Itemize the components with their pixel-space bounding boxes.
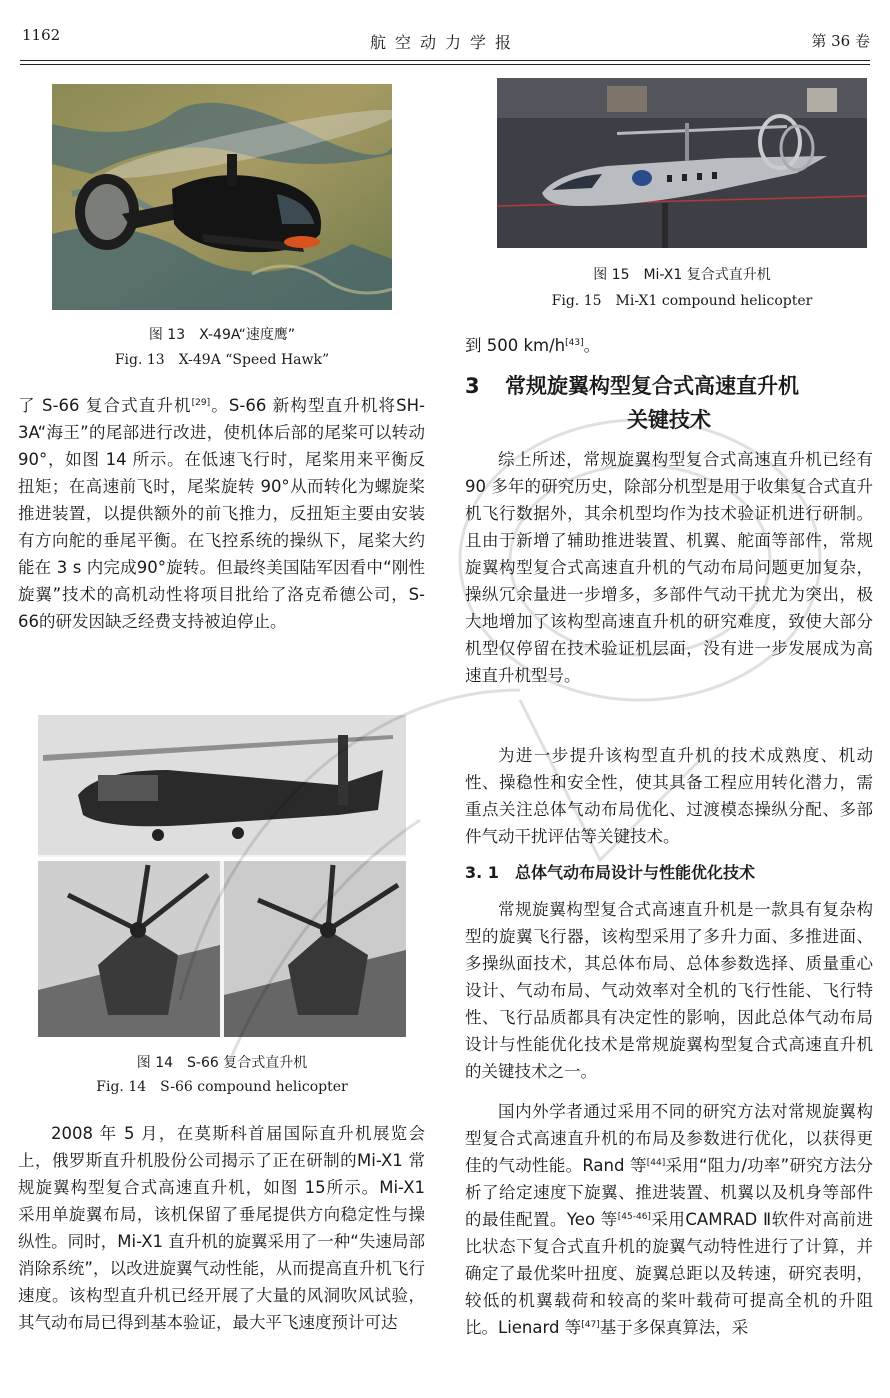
- citation-ref: [43]: [565, 338, 584, 348]
- text-run: 基于多保真算法，采: [599, 1318, 749, 1337]
- right-paragraph-1: 综上所述，常规旋翼构型复合式高速直升机已经有 90 多年的研究历史，除部分机型是用于收集复合式直升机飞行数据外，其余机型均作为技术验证机进行研制。且由于新增了辅助推进装置、机翼、舵面等部件，常规旋翼构型复合式高速直升机的气动布局问题更加复杂，操纵冗余量进一步增多，多部件气动干扰尤为突出，极大地增加了该构型高速直升机的研究难度，致使大部分机型仅停留在技术验证机层面，没有进一步发展成为高速直升机型号。: [465, 450, 873, 685]
- x49a-photo: [52, 84, 392, 310]
- figure-13-caption-cn: 图 13 X-49A“速度鹰”: [148, 327, 296, 343]
- right-continuation: [465, 332, 873, 360]
- figure-15-caption-en: Fig. 15 Mi-X1 compound helicopter: [551, 293, 813, 309]
- citation-ref: [45-46]: [617, 1212, 651, 1222]
- page-number: 1162: [22, 26, 61, 44]
- section-title-line-2: 关键技术: [627, 408, 711, 432]
- page-header: [0, 0, 890, 60]
- text-run: 采用CAMRAD Ⅱ软件对高前进比状态下复合式直升机的旋翼气动特性进行了计算，并确定了最优桨叶扭度、旋翼总距以及转速，研究表明，较低的机翼载荷和较高的桨叶载荷可提高全机的升阻比。Lienard 等: [465, 1210, 873, 1337]
- header-rule-bottom: [20, 64, 870, 65]
- header-rule-top: [20, 60, 870, 61]
- figure-14-caption-en: Fig. 14 S-66 compound helicopter: [96, 1079, 348, 1095]
- citation-ref: [29]: [191, 398, 211, 408]
- subsection-number: 3. 1: [465, 863, 499, 882]
- text-run: 。: [583, 336, 601, 355]
- left-paragraph-2: 2008 年 5 月，在莫斯科首届国际直升机展览会上，俄罗斯直升机股份公司揭示了正在研制的Mi-X1 常规旋翼构型复合式高速直升机，如图 15所示。Mi-X1 采用单旋翼布局，该机保留了垂尾提供方向稳定性与操纵性。同时，Mi-X1 直升机的旋翼采用了一种“失速局部消除系统”，以改进旋翼气动性能，从而提高直升机飞行速度。该构型直升机已经开展了大量的风洞吹风试验，其气动布局已得到基本验证，最大平飞速度预计可达: [18, 1124, 425, 1332]
- text-run: 国内外学者通过采用不同的研究方法对常规旋翼构型复合式高速直升机的布局及参数进行优化，以获得更佳的气动性能。Rand 等: [465, 1102, 873, 1175]
- text-run: 采用“阻力/功率”研究方法分析了给定速度下旋翼、推进装置、机翼以及机身等部件的最佳配置。Yeo 等: [465, 1156, 874, 1229]
- figure-13-caption-en: Fig. 13 X-49A “Speed Hawk”: [114, 352, 330, 368]
- journal-title: 航空动力学报: [369, 33, 520, 52]
- figure-14-image: [38, 715, 406, 1037]
- text-run: 了 S-66 复合式直升机: [18, 396, 192, 415]
- text-run: 。S-66 新构型直升机将SH-3A“海王”的尾部进行改进，使机体后部的尾桨可以转动 90°，如图 14 所示。在低速飞行时，尾桨用来平衡反扭矩；在高速前飞时，尾桨旋转 90°从而转化为螺旋桨推进装置，以提供额外的前飞推力，反扭矩主要由安装有方向舵的垂尾平衡。在飞控系统的操纵下，尾桨大约能在 3 s 内完成90°旋转。但最终美国陆军因看中“刚性旋翼”技术的高机动性将项目批给了洛克希德公司，S-66的研发因缺乏经费支持被迫停止。: [18, 396, 425, 631]
- right-paragraph-2: 为进一步提升该构型直升机的技术成熟度、机动性、操稳性和安全性，使其具备工程应用转化潜力，需重点关注总体气动布局优化、过渡模态操纵分配、多部件气动干扰评估等关键技术。: [465, 746, 873, 846]
- figure-15-image: [497, 78, 867, 248]
- subsection-title: 总体气动布局设计与性能优化技术: [515, 863, 756, 882]
- text-run: 到 500 km/h: [465, 336, 566, 355]
- left-paragraph-1: [18, 392, 425, 682]
- figure-14-caption-cn: 图 14 S-66 复合式直升机: [136, 1055, 308, 1071]
- citation-ref: [47]: [581, 1320, 600, 1330]
- volume-label: 第 36 卷: [811, 32, 870, 50]
- s66-photo: [38, 715, 406, 1037]
- right-paragraph-4: [465, 1098, 873, 1394]
- right-paragraph-3: 常规旋翼构型复合式高速直升机是一款具有复杂构型的旋翼飞行器，该构型采用了多升力面、多推进面、多操纵面技术，其总体布局、总体参数选择、质量重心设计、气动布局、气动效率对全机的飞行性能、飞行特性、飞行品质都具有决定性的影响，因此总体气动布局设计与性能优化技术是常规旋翼构型复合式高速直升机的关键技术之一。: [465, 900, 873, 1081]
- citation-ref: [44]: [646, 1158, 666, 1168]
- section-number: 3: [465, 374, 480, 398]
- section-title-line-1: 常规旋翼构型复合式高速直升机: [505, 374, 799, 398]
- figure-13-image: [52, 84, 392, 310]
- mix1-photo: [497, 78, 867, 248]
- figure-15-caption-cn: 图 15 Mi-X1 复合式直升机: [593, 267, 771, 283]
